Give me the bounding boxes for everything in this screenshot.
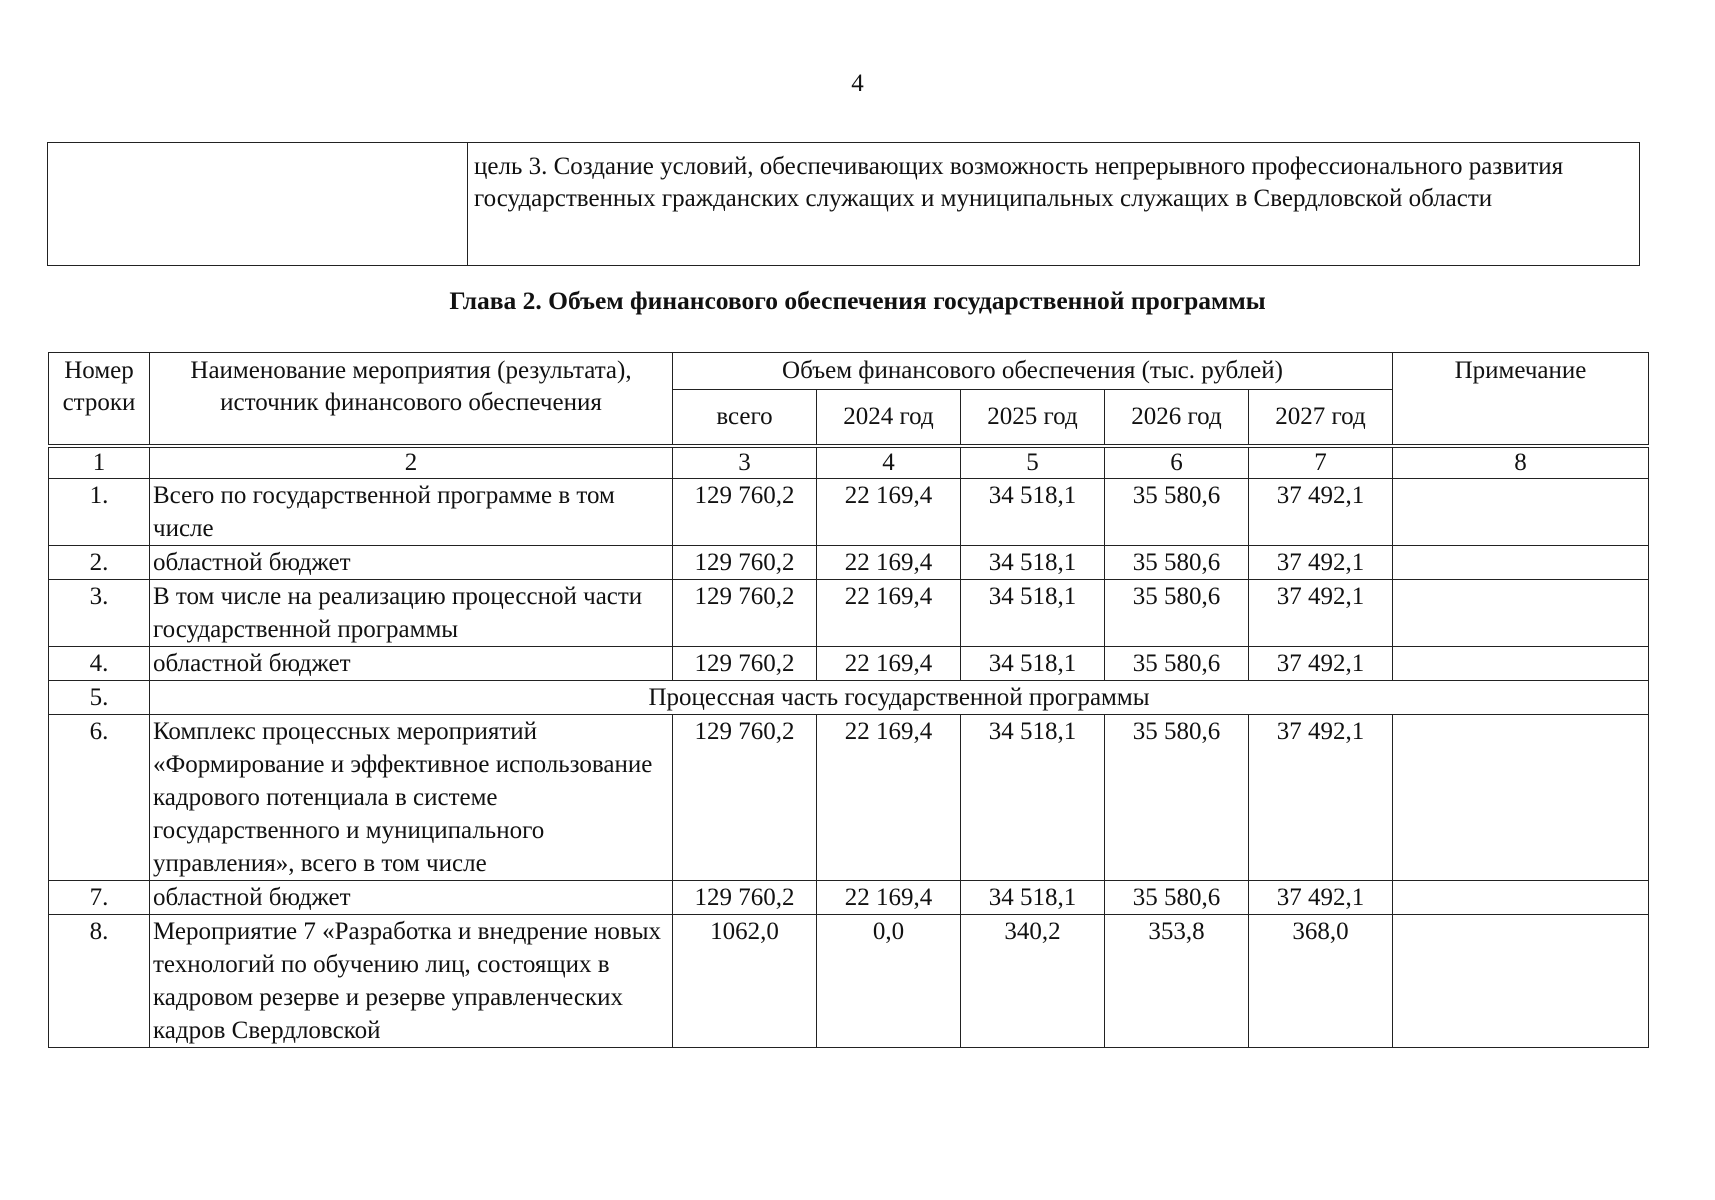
table-row (49, 915, 1649, 1048)
column-number: 4 (817, 446, 961, 479)
value-2025: 340,2 (961, 915, 1105, 1048)
header-year-2024: 2024 год (817, 390, 961, 447)
row-name: Мероприятие 7 «Разработка и внедрение новых технологий по обучению лиц, состоящих в кадровом резерве и резерве управленческих кадров Свердловской (150, 915, 673, 1048)
value-2025: 34 518,1 (961, 546, 1105, 580)
header-volume: Объем финансового обеспечения (тыс. рублей) (673, 353, 1393, 390)
value-total: 129 760,2 (673, 479, 817, 546)
header-year-2027: 2027 год (1249, 390, 1393, 447)
table-row (49, 546, 1649, 580)
row-note (1393, 479, 1649, 546)
row-name: областной бюджет (150, 881, 673, 915)
column-number: 8 (1393, 446, 1649, 479)
row-number: 7. (49, 881, 150, 915)
column-number: 2 (150, 446, 673, 479)
value-total: 129 760,2 (673, 647, 817, 681)
value-2026: 353,8 (1105, 915, 1249, 1048)
row-name: В том числе на реализацию процессной части государственной программы (150, 580, 673, 647)
value-2024: 22 169,4 (817, 479, 961, 546)
value-2025: 34 518,1 (961, 881, 1105, 915)
value-2024: 22 169,4 (817, 715, 961, 881)
value-2026: 35 580,6 (1105, 647, 1249, 681)
row-note (1393, 580, 1649, 647)
column-number: 3 (673, 446, 817, 479)
header-note: Примечание (1393, 353, 1649, 447)
table-row (49, 479, 1649, 546)
table-row (49, 647, 1649, 681)
goal-table (47, 142, 1640, 266)
value-2026: 35 580,6 (1105, 546, 1249, 580)
row-number: 2. (49, 546, 150, 580)
header-year-2025: 2025 год (961, 390, 1105, 447)
table-row (49, 881, 1649, 915)
value-2027: 37 492,1 (1249, 479, 1393, 546)
value-2027: 37 492,1 (1249, 715, 1393, 881)
value-2025: 34 518,1 (961, 715, 1105, 881)
header-row-number: Номер строки (49, 353, 150, 447)
value-2025: 34 518,1 (961, 647, 1105, 681)
row-number: 3. (49, 580, 150, 647)
value-2026: 35 580,6 (1105, 881, 1249, 915)
column-number: 1 (49, 446, 150, 479)
value-2025: 34 518,1 (961, 479, 1105, 546)
row-number: 6. (49, 715, 150, 881)
table-row (49, 715, 1649, 881)
header-year-2026: 2026 год (1105, 390, 1249, 447)
value-total: 129 760,2 (673, 580, 817, 647)
column-numbers-row (49, 446, 1649, 479)
value-total: 129 760,2 (673, 546, 817, 580)
goal-left-cell (48, 143, 468, 266)
value-2027: 37 492,1 (1249, 647, 1393, 681)
table-row (49, 580, 1649, 647)
row-number: 4. (49, 647, 150, 681)
value-2027: 37 492,1 (1249, 580, 1393, 647)
value-total: 1062,0 (673, 915, 817, 1048)
value-2027: 37 492,1 (1249, 881, 1393, 915)
goal-text: цель 3. Создание условий, обеспечивающих возможность непрерывного профессионального развития государственных гражданских служащих и муниципальных служащих в Свердловской области (468, 143, 1640, 266)
value-2024: 0,0 (817, 915, 961, 1048)
row-number: 5. (49, 681, 150, 715)
value-2024: 22 169,4 (817, 580, 961, 647)
value-2026: 35 580,6 (1105, 479, 1249, 546)
page-number: 4 (851, 70, 864, 97)
header-total: всего (673, 390, 817, 447)
value-total: 129 760,2 (673, 715, 817, 881)
value-2026: 35 580,6 (1105, 580, 1249, 647)
value-2027: 37 492,1 (1249, 546, 1393, 580)
value-2024: 22 169,4 (817, 881, 961, 915)
header-name: Наименование мероприятия (результата), источник финансового обеспечения (150, 353, 673, 447)
section-title: Процессная часть государственной программы (150, 681, 1649, 715)
value-2024: 22 169,4 (817, 647, 961, 681)
row-note (1393, 915, 1649, 1048)
row-name: областной бюджет (150, 546, 673, 580)
row-name: Всего по государственной программе в том числе (150, 479, 673, 546)
row-note (1393, 647, 1649, 681)
row-note (1393, 546, 1649, 580)
row-number: 8. (49, 915, 150, 1048)
financing-table (48, 352, 1649, 1048)
value-2024: 22 169,4 (817, 546, 961, 580)
row-name: областной бюджет (150, 647, 673, 681)
chapter-title: Глава 2. Объем финансового обеспечения государственной программы (449, 286, 1266, 315)
table-row (49, 681, 1649, 715)
value-2026: 35 580,6 (1105, 715, 1249, 881)
goal-row (48, 143, 1640, 266)
column-number: 6 (1105, 446, 1249, 479)
row-note (1393, 715, 1649, 881)
value-2025: 34 518,1 (961, 580, 1105, 647)
value-total: 129 760,2 (673, 881, 817, 915)
value-2027: 368,0 (1249, 915, 1393, 1048)
row-note (1393, 881, 1649, 915)
column-number: 7 (1249, 446, 1393, 479)
row-name: Комплекс процессных мероприятий «Формирование и эффективное использование кадрового потенциала в системе государственного и муниципального управления», всего в том числе (150, 715, 673, 881)
row-number: 1. (49, 479, 150, 546)
column-number: 5 (961, 446, 1105, 479)
